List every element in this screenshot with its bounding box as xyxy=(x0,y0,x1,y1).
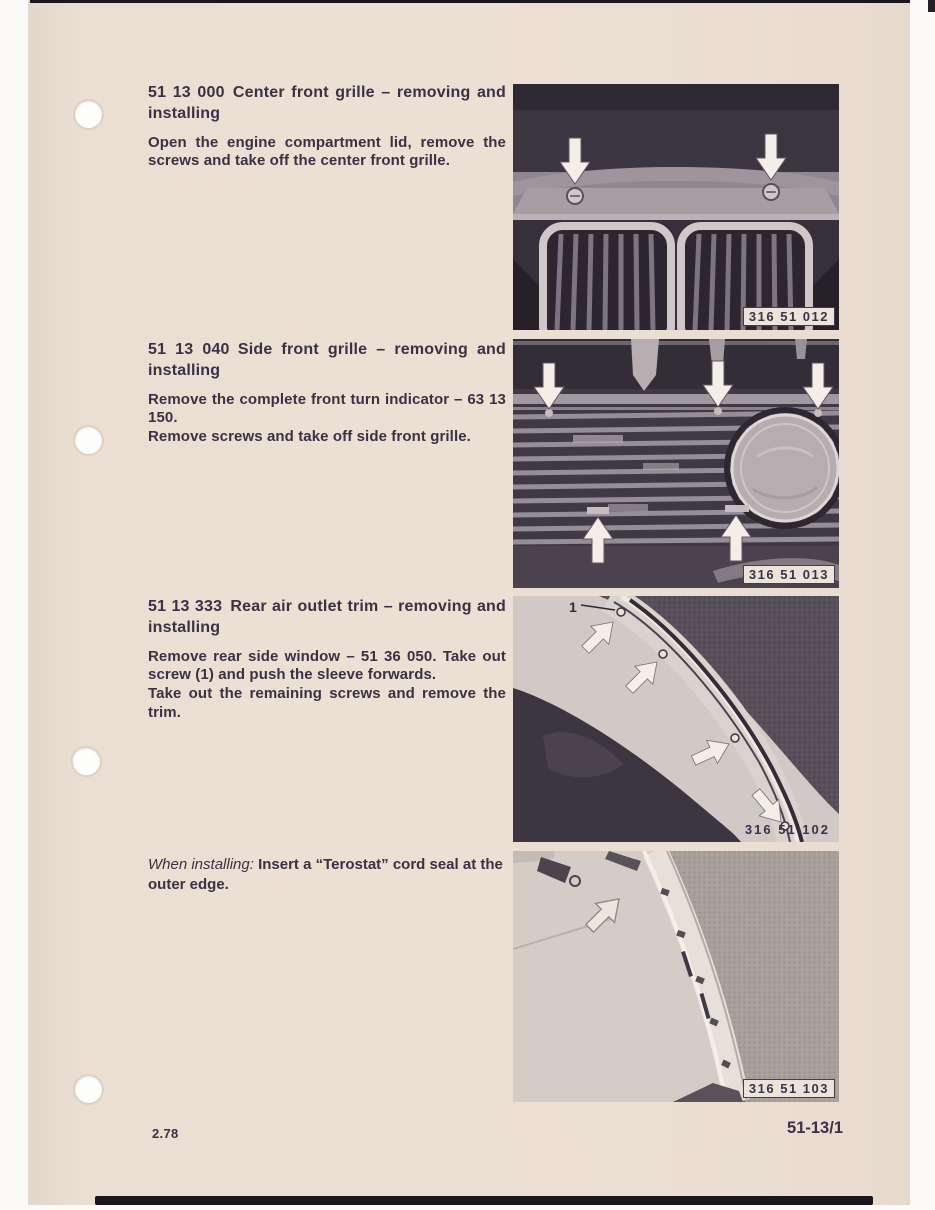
section-paragraph: Remove screws and take off side front grille. xyxy=(148,428,471,446)
photo-artwork xyxy=(513,851,839,1102)
scan-edge-corner xyxy=(928,0,935,12)
section-rear-air-outlet-trim xyxy=(148,597,506,723)
photo-artwork xyxy=(513,84,839,330)
screw xyxy=(567,188,583,204)
screw xyxy=(763,184,779,200)
figure-label-1: 1 xyxy=(569,599,577,615)
scan-edge-top xyxy=(30,0,910,3)
section-heading: 51 13 040 Side front grille – removing and installing xyxy=(148,341,506,379)
photo-caption: 316 51 013 xyxy=(743,565,835,584)
photo-side-front-grille xyxy=(513,339,839,588)
photo-caption: 316 51 012 xyxy=(743,307,835,326)
section-center-front-grille xyxy=(148,83,506,171)
note-text: Insert a “Terostat” cord seal at the outer edge. xyxy=(148,856,503,893)
punch-hole xyxy=(75,101,102,128)
section-installing-note xyxy=(148,855,506,894)
photo-rear-air-outlet-trim xyxy=(513,596,839,842)
photo-trim-flange xyxy=(513,851,839,1102)
scan-edge-bottom xyxy=(95,1196,873,1205)
photo-artwork xyxy=(513,339,839,588)
section-heading: 51 13 333 Rear air outlet trim – removing and installing xyxy=(148,598,506,636)
kidney-grille-left xyxy=(543,226,671,330)
installing-note xyxy=(148,855,506,894)
photo-caption: 316 51 103 xyxy=(743,1079,835,1098)
punch-hole xyxy=(75,427,102,454)
section-paragraph: Remove rear side window – 51 36 050. Take out screw (1) and push the sleeve forwards. xyxy=(148,647,506,684)
section-paragraph: Remove the complete front turn indicator – 63 13 150. xyxy=(148,390,506,427)
section-heading: 51 13 000 Center front grille – removing and installing xyxy=(148,84,506,122)
punch-hole xyxy=(75,1076,102,1103)
note-lead: When installing: xyxy=(148,856,259,873)
footer-page-number: 51-13/1 xyxy=(787,1119,843,1137)
photo-caption: 316 51 102 xyxy=(744,822,830,837)
section-paragraph: Take out the remaining screws and remove the trim. xyxy=(148,685,506,722)
section-paragraph: Open the engine compartment lid, remove the screws and take off the center front grille. xyxy=(148,133,506,170)
footer-date-code: 2.78 xyxy=(152,1126,179,1141)
photo-center-front-grille xyxy=(513,84,839,330)
photo-artwork xyxy=(513,596,839,842)
section-side-front-grille xyxy=(148,340,506,447)
